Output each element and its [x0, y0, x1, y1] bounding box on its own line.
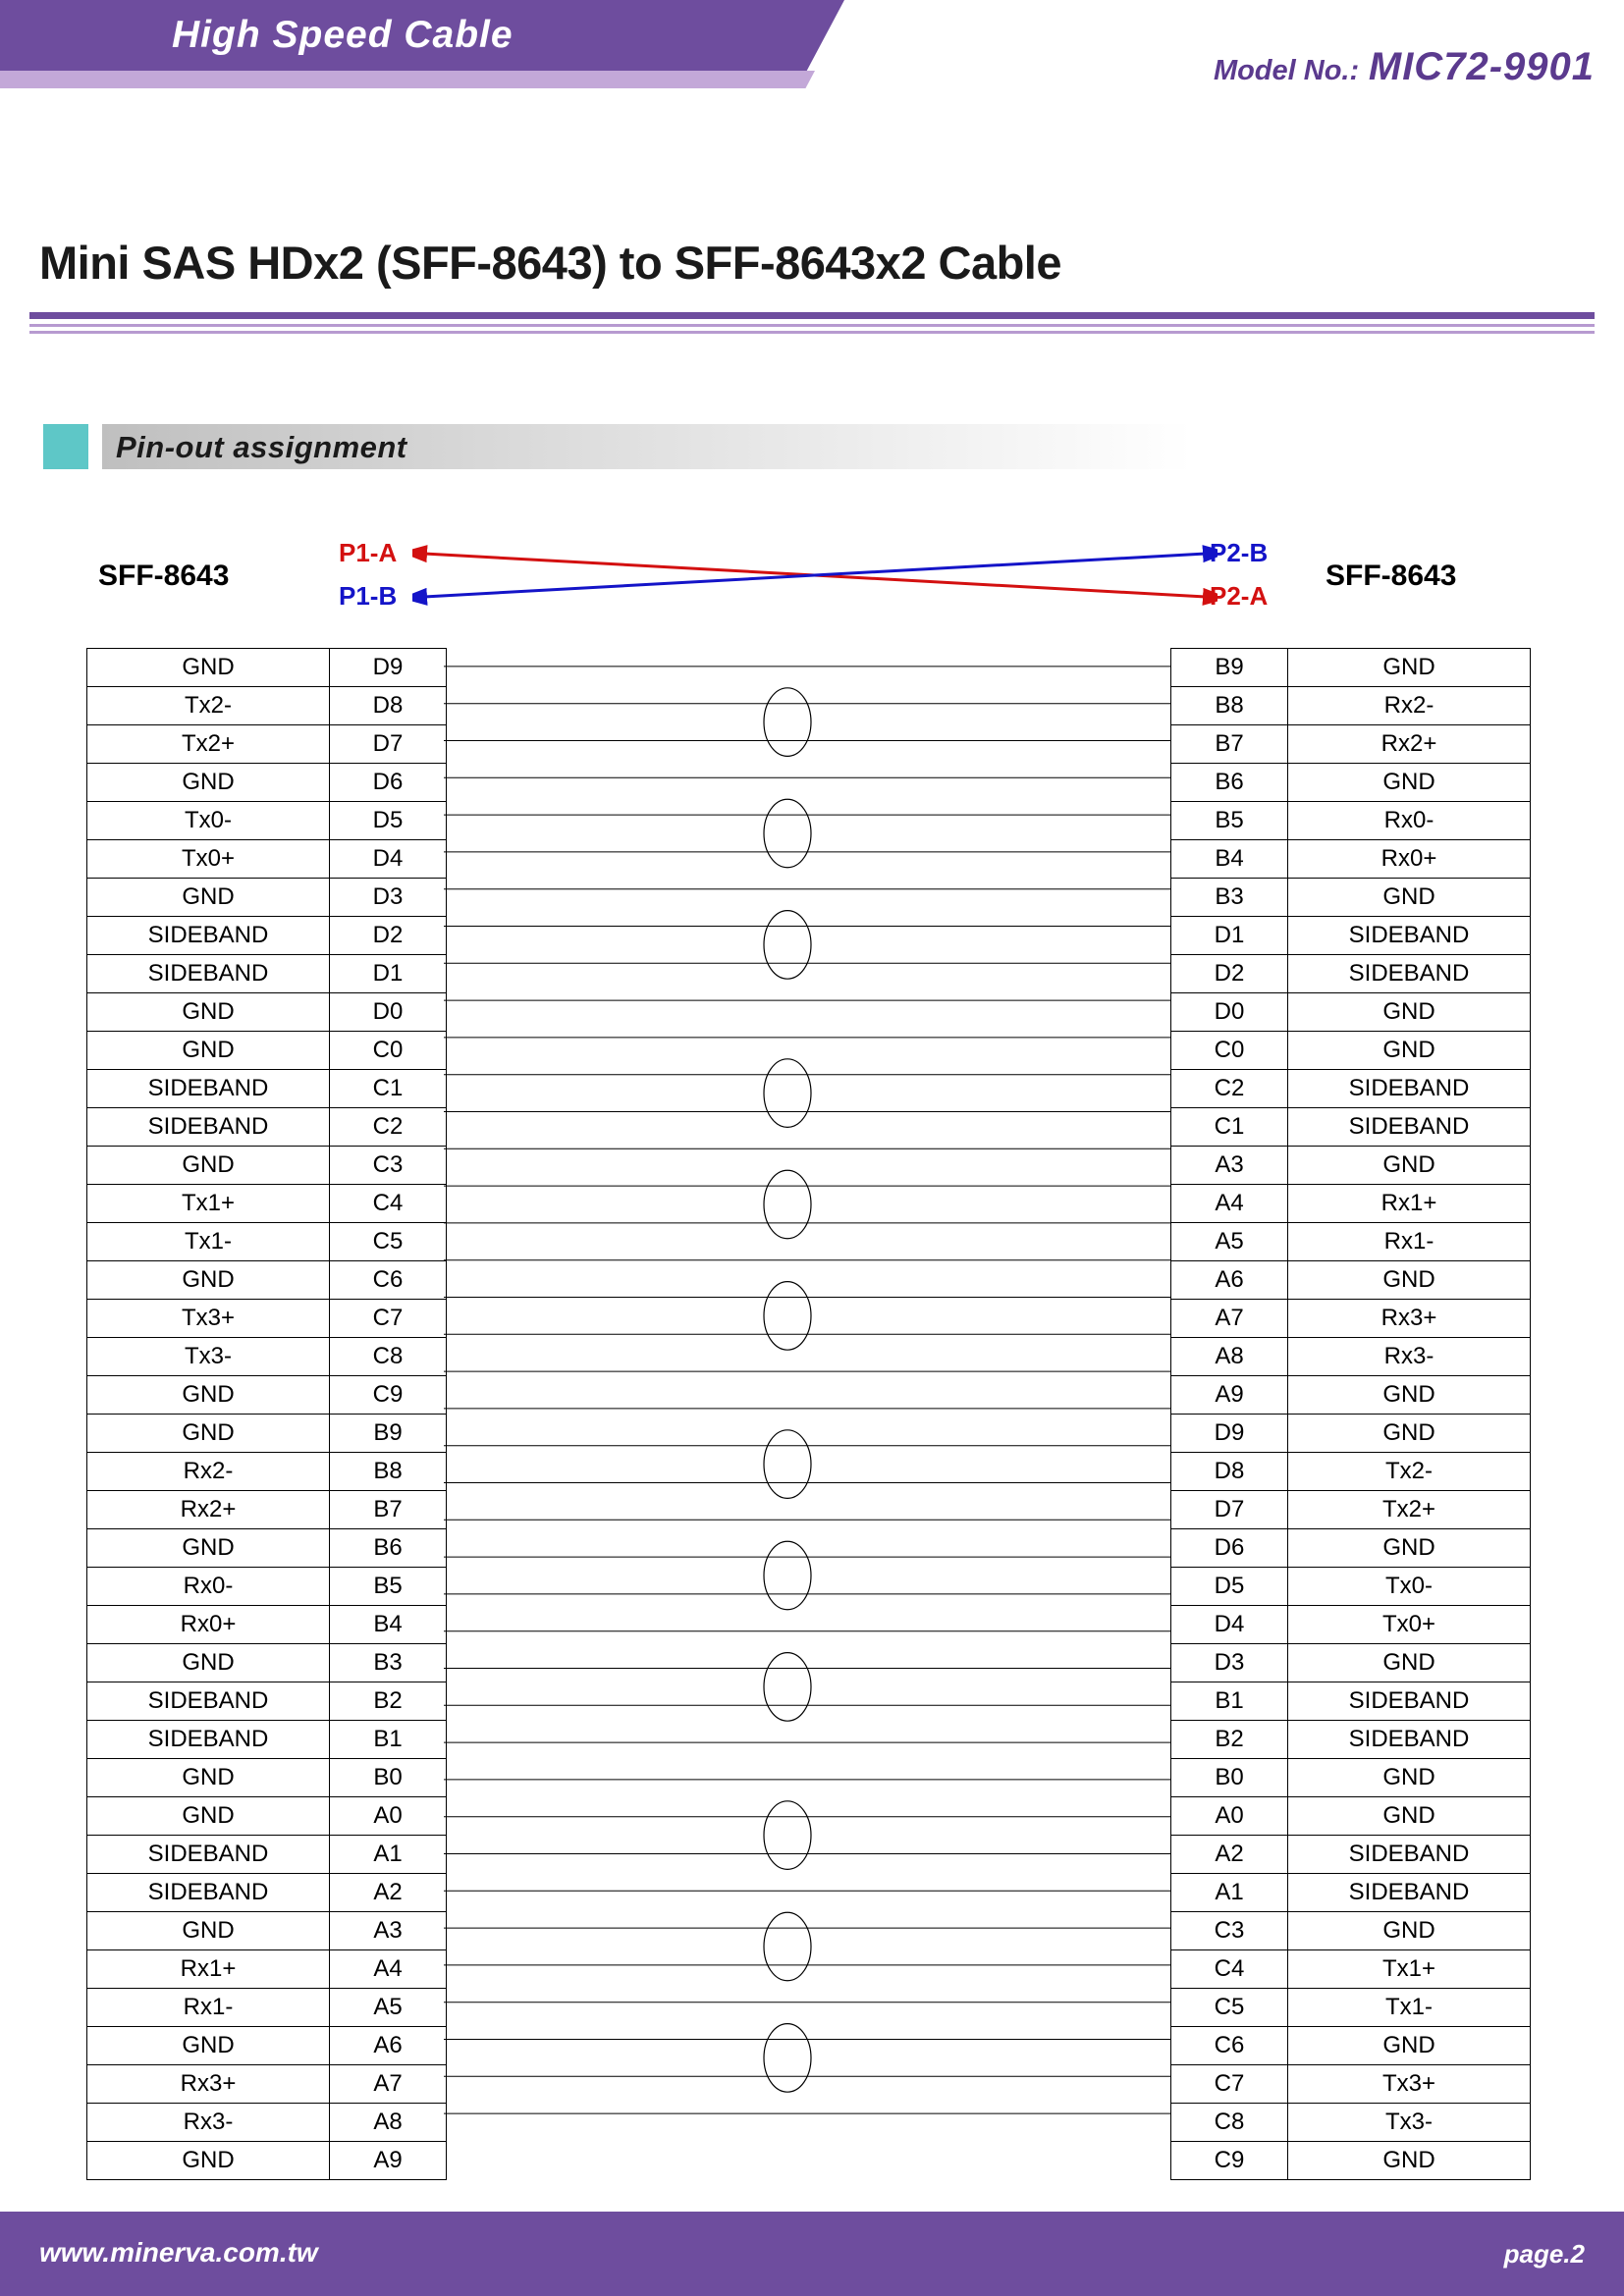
signal-cell: Rx2+: [87, 1491, 330, 1529]
signal-cell: GND: [87, 993, 330, 1032]
signal-cell: Rx3-: [1288, 1338, 1531, 1376]
table-row: [1171, 1606, 1531, 1644]
table-row: [87, 1759, 447, 1797]
title-rule-thick: [29, 312, 1595, 319]
table-row: [87, 2065, 447, 2104]
table-row: [1171, 879, 1531, 917]
right-pinout-table: [1170, 648, 1531, 2180]
pin-cell: B7: [1171, 725, 1288, 764]
table-row: [87, 1874, 447, 1912]
signal-cell: Tx3-: [1288, 2104, 1531, 2142]
table-row: [1171, 840, 1531, 879]
table-row: [1171, 917, 1531, 955]
table-row: [1171, 1453, 1531, 1491]
signal-cell: GND: [87, 2027, 330, 2065]
signal-cell: GND: [1288, 2142, 1531, 2180]
table-row: [87, 1453, 447, 1491]
table-row: [1171, 1912, 1531, 1950]
table-row: [1171, 1797, 1531, 1836]
signal-cell: Rx3+: [1288, 1300, 1531, 1338]
table-row: [1171, 2142, 1531, 2180]
signal-cell: Rx1+: [87, 1950, 330, 1989]
table-row: [1171, 1759, 1531, 1797]
table-row: [87, 1223, 447, 1261]
table-row: [87, 2104, 447, 2142]
table-row: [87, 1032, 447, 1070]
signal-cell: Tx0-: [87, 802, 330, 840]
pin-cell: A8: [330, 2104, 447, 2142]
pin-cell: D0: [1171, 993, 1288, 1032]
pin-cell: B9: [1171, 649, 1288, 687]
model-no-label: Model No.:: [1213, 55, 1360, 86]
port-label-p2a: P2-A: [1210, 581, 1269, 611]
table-row: [87, 1070, 447, 1108]
pin-cell: B6: [330, 1529, 447, 1568]
pin-cell: C1: [1171, 1108, 1288, 1147]
table-row: [1171, 1491, 1531, 1529]
pin-cell: B9: [330, 1415, 447, 1453]
pin-cell: D0: [330, 993, 447, 1032]
table-row: [1171, 1836, 1531, 1874]
table-row: [1171, 649, 1531, 687]
signal-cell: Tx3-: [87, 1338, 330, 1376]
table-row: [1171, 1185, 1531, 1223]
pin-cell: C5: [1171, 1989, 1288, 2027]
table-row: [1171, 725, 1531, 764]
pin-cell: A2: [330, 1874, 447, 1912]
pin-cell: D6: [330, 764, 447, 802]
signal-cell: Rx2-: [1288, 687, 1531, 725]
pin-cell: C0: [330, 1032, 447, 1070]
table-row: [1171, 1529, 1531, 1568]
header-banner-title: High Speed Cable: [172, 14, 514, 56]
signal-cell: Rx3+: [87, 2065, 330, 2104]
right-connector-label: SFF-8643: [1326, 560, 1457, 592]
signal-cell: GND: [1288, 2027, 1531, 2065]
table-row: [1171, 955, 1531, 993]
table-row: [1171, 1376, 1531, 1415]
section-marker: [43, 424, 88, 469]
signal-cell: GND: [1288, 1032, 1531, 1070]
pin-cell: B4: [1171, 840, 1288, 879]
pin-cell: A1: [1171, 1874, 1288, 1912]
signal-cell: GND: [87, 1644, 330, 1682]
signal-cell: GND: [87, 764, 330, 802]
pin-cell: D5: [1171, 1568, 1288, 1606]
signal-cell: SIDEBAND: [87, 955, 330, 993]
page-header: [0, 0, 1624, 110]
pin-cell: B1: [1171, 1682, 1288, 1721]
table-row: [87, 879, 447, 917]
pin-cell: B8: [330, 1453, 447, 1491]
table-row: [87, 1108, 447, 1147]
wire-connection-lines: [444, 648, 1170, 2132]
signal-cell: GND: [1288, 1147, 1531, 1185]
signal-cell: Tx1-: [1288, 1989, 1531, 2027]
port-label-p2b: P2-B: [1210, 538, 1269, 567]
pin-cell: A4: [1171, 1185, 1288, 1223]
pin-cell: D1: [1171, 917, 1288, 955]
pin-cell: C7: [330, 1300, 447, 1338]
table-row: [1171, 687, 1531, 725]
signal-cell: Rx1-: [87, 1989, 330, 2027]
table-row: [87, 1682, 447, 1721]
table-row: [87, 1950, 447, 1989]
pin-cell: C9: [330, 1376, 447, 1415]
table-row: [1171, 1338, 1531, 1376]
signal-cell: GND: [87, 1529, 330, 1568]
signal-cell: SIDEBAND: [87, 1070, 330, 1108]
table-row: [87, 802, 447, 840]
signal-cell: SIDEBAND: [87, 1874, 330, 1912]
signal-cell: Rx1+: [1288, 1185, 1531, 1223]
table-row: [87, 649, 447, 687]
pin-cell: C4: [330, 1185, 447, 1223]
signal-cell: GND: [87, 649, 330, 687]
table-row: [87, 2027, 447, 2065]
signal-cell: GND: [1288, 1759, 1531, 1797]
signal-cell: SIDEBAND: [1288, 1682, 1531, 1721]
pin-cell: A8: [1171, 1338, 1288, 1376]
pin-cell: A6: [1171, 1261, 1288, 1300]
signal-cell: Rx0+: [1288, 840, 1531, 879]
table-row: [1171, 993, 1531, 1032]
signal-cell: GND: [87, 1261, 330, 1300]
pin-cell: B2: [1171, 1721, 1288, 1759]
signal-cell: SIDEBAND: [87, 1108, 330, 1147]
pin-cell: D3: [1171, 1644, 1288, 1682]
footer-page-number: page.2: [1503, 2239, 1585, 2269]
pin-cell: B6: [1171, 764, 1288, 802]
pin-cell: C9: [1171, 2142, 1288, 2180]
table-row: [87, 1261, 447, 1300]
pin-cell: C5: [330, 1223, 447, 1261]
signal-cell: GND: [1288, 1644, 1531, 1682]
table-row: [87, 1415, 447, 1453]
signal-cell: Rx2+: [1288, 725, 1531, 764]
signal-cell: Tx1-: [87, 1223, 330, 1261]
pin-cell: D7: [330, 725, 447, 764]
pin-cell: D1: [330, 955, 447, 993]
model-no-value: MIC72-9901: [1368, 45, 1595, 88]
signal-cell: GND: [87, 1032, 330, 1070]
pin-cell: A0: [1171, 1797, 1288, 1836]
signal-cell: GND: [87, 1759, 330, 1797]
pin-cell: B8: [1171, 687, 1288, 725]
signal-cell: GND: [1288, 1912, 1531, 1950]
signal-cell: SIDEBAND: [87, 1836, 330, 1874]
pin-cell: C2: [1171, 1070, 1288, 1108]
pin-cell: B7: [330, 1491, 447, 1529]
right-pinout-body: [1171, 649, 1531, 2180]
table-row: [87, 2142, 447, 2180]
table-row: [87, 1491, 447, 1529]
pin-cell: C0: [1171, 1032, 1288, 1070]
table-row: [1171, 1415, 1531, 1453]
signal-cell: SIDEBAND: [87, 917, 330, 955]
pin-cell: A9: [1171, 1376, 1288, 1415]
table-row: [87, 1797, 447, 1836]
page-title: Mini SAS HDx2 (SFF-8643) to SFF-8643x2 Cable: [39, 237, 1062, 289]
table-row: [1171, 764, 1531, 802]
signal-cell: Rx2-: [87, 1453, 330, 1491]
pin-cell: A7: [1171, 1300, 1288, 1338]
pin-cell: A3: [330, 1912, 447, 1950]
left-pinout-table: [86, 648, 447, 2180]
title-rule-thin-1: [29, 324, 1595, 327]
table-row: [87, 1989, 447, 2027]
table-row: [87, 1147, 447, 1185]
signal-cell: SIDEBAND: [1288, 1721, 1531, 1759]
signal-cell: GND: [1288, 1376, 1531, 1415]
signal-cell: Tx2-: [87, 687, 330, 725]
table-row: [87, 1185, 447, 1223]
pin-cell: A0: [330, 1797, 447, 1836]
signal-cell: Tx2-: [1288, 1453, 1531, 1491]
signal-cell: SIDEBAND: [1288, 1836, 1531, 1874]
pin-cell: B0: [330, 1759, 447, 1797]
pin-cell: D8: [330, 687, 447, 725]
signal-cell: GND: [87, 1376, 330, 1415]
pin-cell: B3: [330, 1644, 447, 1682]
table-row: [87, 1644, 447, 1682]
pin-cell: C7: [1171, 2065, 1288, 2104]
pin-cell: D3: [330, 879, 447, 917]
pin-cell: A6: [330, 2027, 447, 2065]
pin-cell: D9: [1171, 1415, 1288, 1453]
pin-cell: A9: [330, 2142, 447, 2180]
pin-cell: D2: [1171, 955, 1288, 993]
title-rule-thin-2: [29, 331, 1595, 334]
pin-cell: C3: [330, 1147, 447, 1185]
signal-cell: GND: [1288, 1529, 1531, 1568]
table-row: [1171, 1070, 1531, 1108]
signal-cell: SIDEBAND: [87, 1682, 330, 1721]
signal-cell: SIDEBAND: [1288, 1874, 1531, 1912]
port-label-p1b: P1-B: [339, 581, 398, 611]
table-row: [1171, 1989, 1531, 2027]
signal-cell: Tx1+: [87, 1185, 330, 1223]
table-row: [87, 1300, 447, 1338]
pin-cell: C2: [330, 1108, 447, 1147]
pin-cell: D9: [330, 649, 447, 687]
signal-cell: GND: [1288, 993, 1531, 1032]
signal-cell: GND: [87, 2142, 330, 2180]
table-row: [1171, 2104, 1531, 2142]
table-row: [87, 725, 447, 764]
table-row: [87, 1912, 447, 1950]
signal-cell: GND: [1288, 879, 1531, 917]
signal-cell: SIDEBAND: [87, 1721, 330, 1759]
table-row: [87, 1338, 447, 1376]
pin-cell: A3: [1171, 1147, 1288, 1185]
pin-cell: A2: [1171, 1836, 1288, 1874]
pin-cell: B3: [1171, 879, 1288, 917]
table-row: [87, 1376, 447, 1415]
table-row: [1171, 1644, 1531, 1682]
pin-cell: C3: [1171, 1912, 1288, 1950]
signal-cell: SIDEBAND: [1288, 917, 1531, 955]
pin-cell: D2: [330, 917, 447, 955]
pin-cell: D5: [330, 802, 447, 840]
footer-website-link[interactable]: www.minerva.com.tw: [39, 2237, 318, 2268]
signal-cell: SIDEBAND: [1288, 955, 1531, 993]
pin-cell: B5: [1171, 802, 1288, 840]
table-row: [87, 1721, 447, 1759]
port-label-p1a: P1-A: [339, 538, 398, 567]
table-row: [87, 1606, 447, 1644]
table-row: [1171, 1874, 1531, 1912]
pin-cell: C6: [330, 1261, 447, 1300]
pin-cell: B1: [330, 1721, 447, 1759]
header-light-band: [0, 71, 884, 88]
pin-cell: C6: [1171, 2027, 1288, 2065]
pin-cell: D8: [1171, 1453, 1288, 1491]
signal-cell: Rx0-: [1288, 802, 1531, 840]
table-row: [1171, 1568, 1531, 1606]
pin-cell: D7: [1171, 1491, 1288, 1529]
signal-cell: GND: [87, 1912, 330, 1950]
signal-cell: Tx1+: [1288, 1950, 1531, 1989]
table-row: [1171, 2065, 1531, 2104]
pin-cell: D6: [1171, 1529, 1288, 1568]
table-row: [87, 840, 447, 879]
pin-cell: B4: [330, 1606, 447, 1644]
pin-cell: A7: [330, 2065, 447, 2104]
signal-cell: GND: [1288, 1415, 1531, 1453]
pin-cell: A5: [1171, 1223, 1288, 1261]
section-title: Pin-out assignment: [116, 430, 407, 464]
signal-cell: Tx0+: [1288, 1606, 1531, 1644]
pin-cell: D4: [1171, 1606, 1288, 1644]
pin-cell: B2: [330, 1682, 447, 1721]
pin-cell: A5: [330, 1989, 447, 2027]
table-row: [87, 764, 447, 802]
table-row: [1171, 1108, 1531, 1147]
signal-cell: GND: [1288, 1797, 1531, 1836]
table-row: [1171, 1950, 1531, 1989]
signal-cell: GND: [87, 879, 330, 917]
signal-cell: Tx2+: [87, 725, 330, 764]
table-row: [87, 917, 447, 955]
table-row: [1171, 1032, 1531, 1070]
table-row: [87, 1529, 447, 1568]
signal-cell: GND: [87, 1797, 330, 1836]
pin-cell: A4: [330, 1950, 447, 1989]
table-row: [1171, 1682, 1531, 1721]
signal-cell: SIDEBAND: [1288, 1070, 1531, 1108]
signal-cell: GND: [1288, 649, 1531, 687]
signal-cell: Tx3+: [87, 1300, 330, 1338]
pin-cell: D4: [330, 840, 447, 879]
table-row: [87, 687, 447, 725]
signal-cell: GND: [87, 1415, 330, 1453]
table-row: [87, 993, 447, 1032]
table-row: [1171, 1261, 1531, 1300]
signal-cell: Tx0+: [87, 840, 330, 879]
signal-cell: GND: [1288, 1261, 1531, 1300]
table-row: [87, 955, 447, 993]
table-row: [1171, 1147, 1531, 1185]
pin-cell: C8: [1171, 2104, 1288, 2142]
table-row: [87, 1568, 447, 1606]
pin-cell: A1: [330, 1836, 447, 1874]
pin-cell: C1: [330, 1070, 447, 1108]
table-row: [1171, 1300, 1531, 1338]
table-row: [1171, 1721, 1531, 1759]
table-row: [1171, 1223, 1531, 1261]
left-pinout-body: [87, 649, 447, 2180]
signal-cell: Rx1-: [1288, 1223, 1531, 1261]
signal-cell: GND: [87, 1147, 330, 1185]
page-footer: [0, 2212, 1624, 2296]
pin-cell: B0: [1171, 1759, 1288, 1797]
signal-cell: Tx0-: [1288, 1568, 1531, 1606]
signal-cell: Rx0-: [87, 1568, 330, 1606]
signal-cell: Tx2+: [1288, 1491, 1531, 1529]
signal-cell: Rx3-: [87, 2104, 330, 2142]
left-connector-label: SFF-8643: [98, 560, 230, 592]
header-light-band-cut: [805, 71, 943, 88]
signal-cell: GND: [1288, 764, 1531, 802]
header-model: [1214, 45, 1595, 89]
table-row: [1171, 2027, 1531, 2065]
table-row: [1171, 802, 1531, 840]
pin-cell: C8: [330, 1338, 447, 1376]
pin-cell: B5: [330, 1568, 447, 1606]
signal-cell: SIDEBAND: [1288, 1108, 1531, 1147]
table-row: [87, 1836, 447, 1874]
port-crossover-arrows: [412, 530, 1218, 628]
signal-cell: Rx0+: [87, 1606, 330, 1644]
pin-cell: C4: [1171, 1950, 1288, 1989]
signal-cell: Tx3+: [1288, 2065, 1531, 2104]
